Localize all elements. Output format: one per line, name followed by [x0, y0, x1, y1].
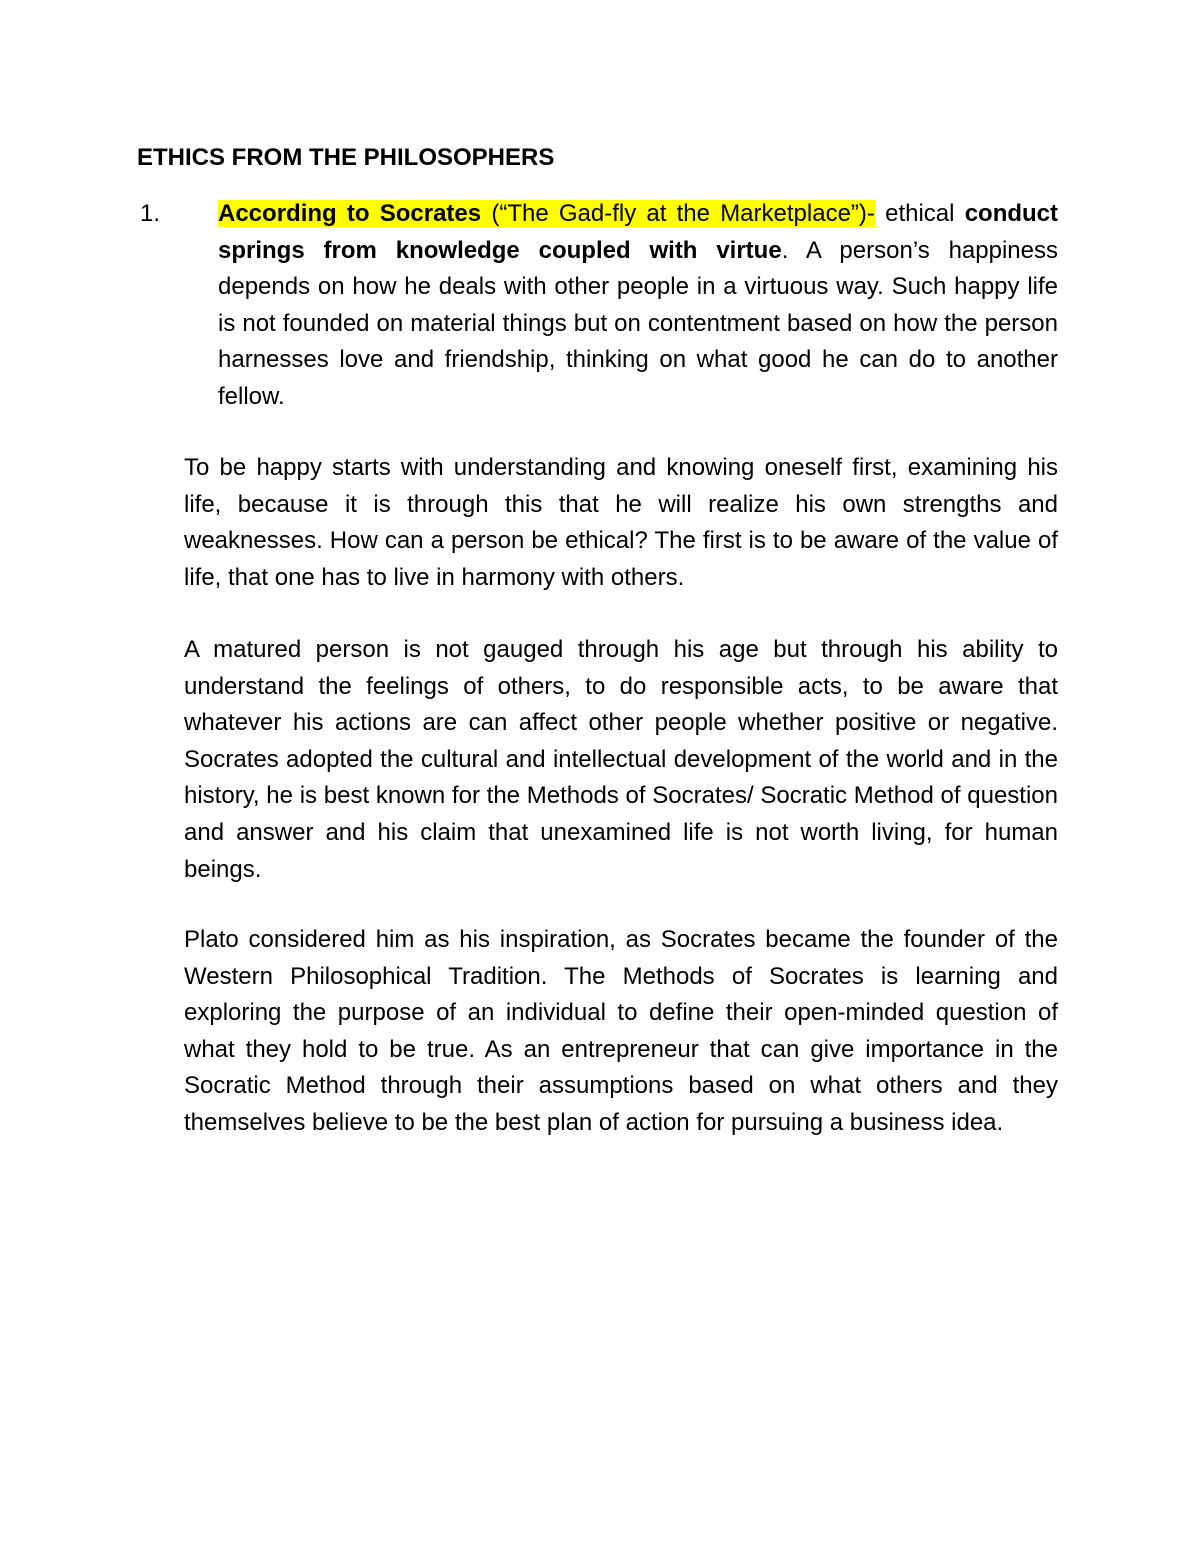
highlighted-space — [481, 200, 491, 227]
list-number: 1. — [140, 200, 161, 227]
list-item-text — [218, 196, 1058, 416]
paragraph-plato: Plato considered him as his inspiration, as Socrates became the founder of the Western Philosophical Tradition. The Methods of Socrates is learning and exploring the purpose of an individual to define their open-minded question of what they hold to be true. As an entrepreneur that can give importance in the Socratic Method through their assumptions based on what others and they themselves believe to be the best plan of action for pursuing a business idea. — [184, 926, 1058, 1136]
highlighted-heading: According to Socrates — [218, 200, 482, 227]
document-title: ETHICS FROM THE PHILOSOPHERS — [137, 144, 555, 171]
bold-phrase: conduct springs from knowledge coupled with virtue — [218, 200, 1059, 264]
paragraph-matured-person: A matured person is not gauged through his age but through his ability to understand the feelings of others, to do responsible acts, to be aware that whatever his actions are can affect other people whether positive or negative. Socrates adopted the cultural and intellectual development of the world and in the history, he is best known for the Methods of Socrates/ Socratic Method of question and answer and his claim that unexamined life is not worth living, for human beings. — [184, 636, 1058, 883]
highlighted-quote: (“The Gad-fly at the Marketplace”)- — [491, 200, 875, 227]
list-item-text-rest: . A person’s happiness depends on how he deals with other people in a virtuous way. Such happy life is not founded on material things but on contentment based on how the person harnesses love and friendship, thinking on what good he can do to another fellow. — [218, 236, 1058, 410]
list-item-socrates — [140, 196, 1059, 416]
list-item-text-start: ethical — [874, 200, 965, 227]
paragraph-happiness: To be happy starts with understanding and knowing oneself first, examining his life, because it is through this that he will realize his own strengths and weaknesses. How can a person be ethical? The first is to be aware of the value of life, that one has to live in harmony with others. — [184, 454, 1058, 591]
